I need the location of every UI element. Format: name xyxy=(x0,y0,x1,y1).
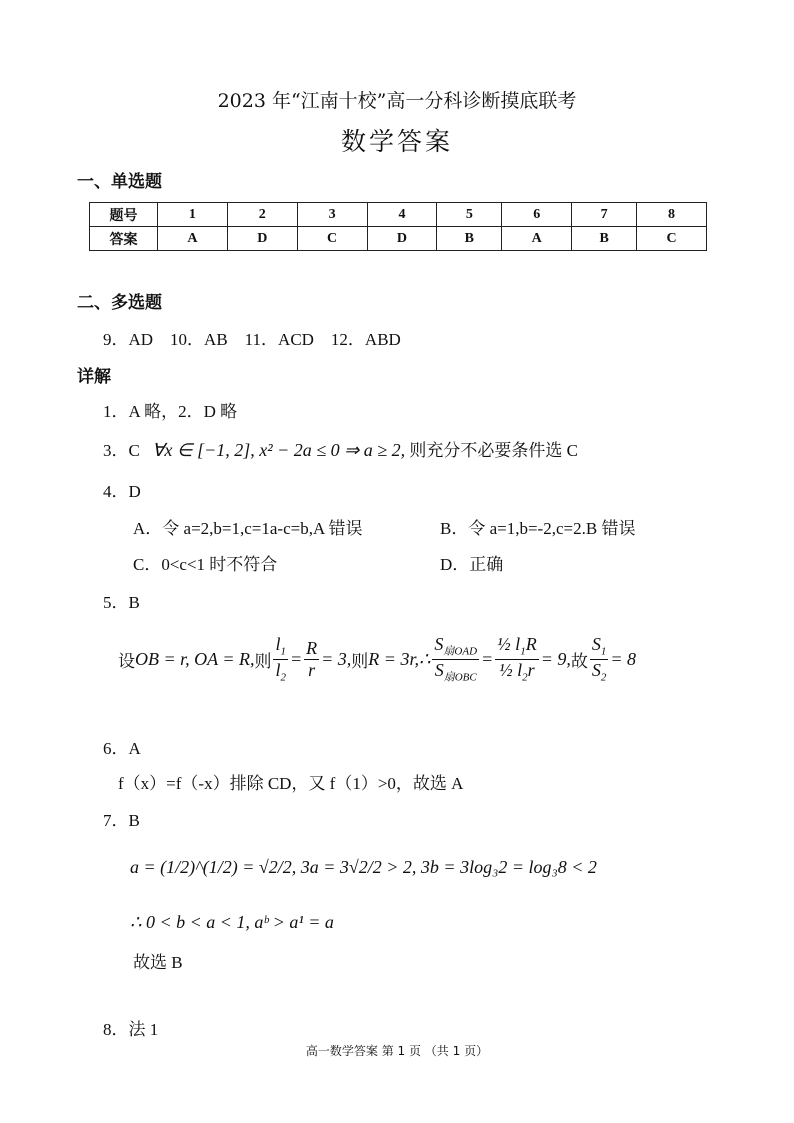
q3-text: 则充分不必要条件选 C xyxy=(409,441,578,460)
q7-line1: a = (1/2)^(1/2) = √2/2, 3a = 3√2/2 > 2, 3b = 3log₃2 = log₃8 < 2 xyxy=(130,857,597,877)
q6-head: 6．A xyxy=(103,739,141,758)
row-label-answer: 答案 xyxy=(90,227,158,251)
table-cell: 5 xyxy=(437,203,502,227)
multi-choice-answers: 9．AD 10．AB 11．ACD 12．ABD xyxy=(103,330,401,349)
fraction-R-r: $\frac{R}{r}$ xyxy=(306,637,318,680)
answer-table xyxy=(89,202,707,251)
page-footer: 高一数学答案 第 1 页 （共 1 页） xyxy=(305,1044,489,1058)
table-cell: 1 xyxy=(158,203,228,227)
table-cell: B xyxy=(437,227,502,251)
answer-title: 数学答案 xyxy=(340,127,453,156)
q3-math: ∀x ∈ [−1, 2], x² − 2a ≤ 0 ⇒ a ≥ 2, xyxy=(152,440,406,460)
q4-option-b: B．令 a=1,b=-2,c=2.B 错误 xyxy=(440,519,636,538)
table-row-answers xyxy=(90,227,707,251)
q4-head: 4．D xyxy=(103,482,141,501)
table-cell: 8 xyxy=(637,203,707,227)
q5-part: 则 xyxy=(254,651,272,671)
q6-text: f（x）=f（-x）排除 CD，又 f（1）>0，故选 A xyxy=(118,774,464,793)
q5-part: R = 3r,∴ xyxy=(368,648,431,669)
table-cell: 4 xyxy=(367,203,437,227)
q5-part: = 8 xyxy=(610,648,636,669)
details-heading: 详解 xyxy=(77,367,111,387)
q7-line2: ∴ 0 < b < a < 1, aᵇ > a¹ = a xyxy=(130,912,334,932)
q5-part: = 9, xyxy=(540,648,571,669)
table-cell: B xyxy=(572,227,637,251)
section-multi-choice-heading: 二、多选题 xyxy=(77,293,162,313)
q7-head: 7．B xyxy=(103,811,140,830)
q3-solution xyxy=(103,436,578,461)
q5-part: OB = r, OA = R, xyxy=(135,648,255,669)
q1-q2-solution: 1．A 略，2．D 略 xyxy=(103,402,238,421)
table-cell: C xyxy=(637,227,707,251)
fraction-l1-l2: $\frac{l_1}{l_2}$ xyxy=(275,634,286,684)
table-cell: D xyxy=(367,227,437,251)
q5-part: 则 xyxy=(351,651,369,671)
table-cell: 7 xyxy=(572,203,637,227)
fraction-half-lR: $\frac{\frac{1}{2} l_1R}{\frac{1}{2} l_2r}$ xyxy=(497,634,537,684)
exam-title: 2023 年“江南十校”高一分科诊断摸底联考 xyxy=(217,90,577,112)
table-cell: 2 xyxy=(227,203,297,227)
q4-option-d: D．正确 xyxy=(440,555,504,574)
q3-prefix: 3．C xyxy=(103,441,140,460)
q5-formula: 设 OB = r, OA = R, 则 $\frac{l_1}{l_2}$ = $\frac{R}{r}$ = 3, 则 R = 3r,∴ $\frac{S_{扇OAD}}{S_{扇OBC}}$ = $\frac{\frac{1}{2} l_1R}{\frac{1}{2} l_2r}$ = 9, 故 $\frac{S_1}{S_2}$ = 8 xyxy=(118,634,636,684)
q5-part: 设 xyxy=(118,651,135,671)
q7-line3: 故选 B xyxy=(133,953,183,972)
section-single-choice-heading: 一、单选题 xyxy=(77,172,162,192)
table-cell: 6 xyxy=(502,203,572,227)
q5-head: 5．B xyxy=(103,593,140,612)
q4-option-c: C．0<c<1 时不符合 xyxy=(133,555,278,574)
fraction-sector-areas: $\frac{S_{扇OAD}}{S_{扇OBC}}$ xyxy=(434,634,478,684)
row-label-number: 题号 xyxy=(90,203,158,227)
q4-option-a: A．令 a=2,b=1,c=1a-c=b,A 错误 xyxy=(133,519,363,538)
table-cell: A xyxy=(502,227,572,251)
q5-part: = 3, xyxy=(321,648,352,669)
table-cell: A xyxy=(158,227,228,251)
table-row-numbers xyxy=(90,203,707,227)
table-cell: D xyxy=(227,227,297,251)
table-cell: 3 xyxy=(297,203,367,227)
fraction-S1-S2: $\frac{S_1}{S_2}$ xyxy=(591,634,607,684)
table-cell: C xyxy=(297,227,367,251)
q8-head: 8．法 1 xyxy=(103,1020,159,1039)
q5-part: 故 xyxy=(570,651,588,671)
